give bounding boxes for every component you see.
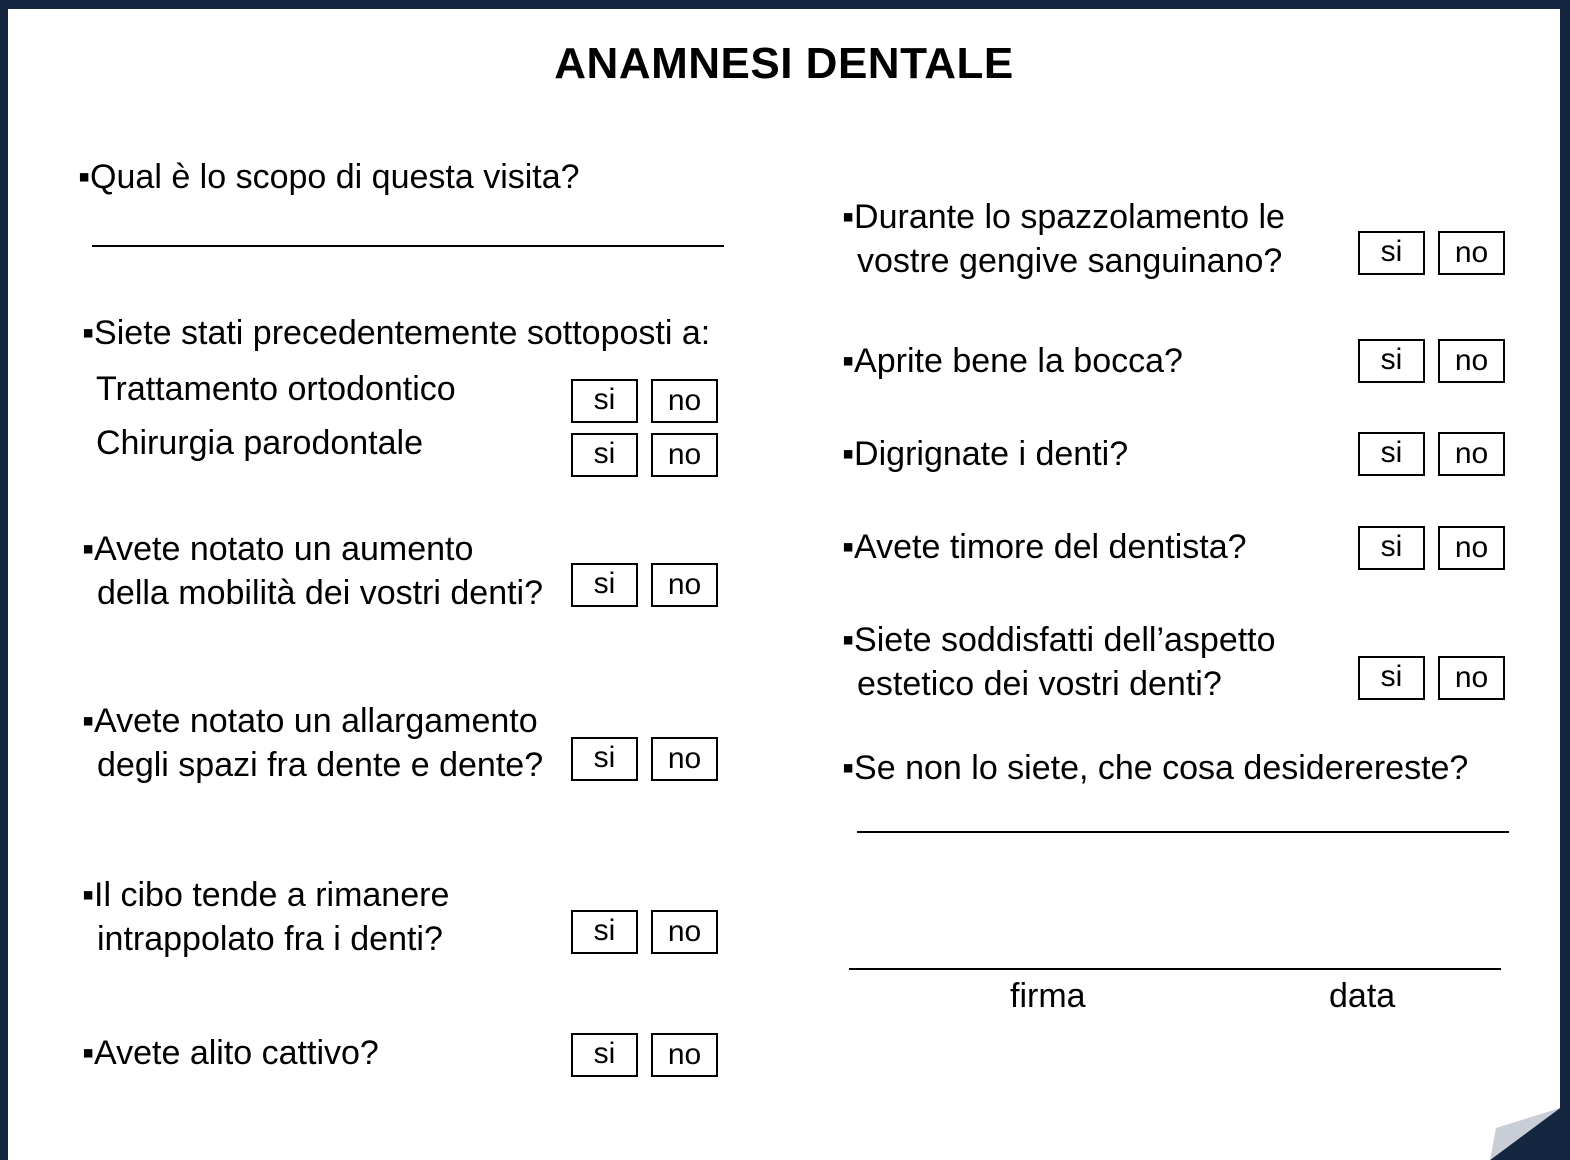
bleeding-question-line1: ▪Durante lo spazzolamento le — [842, 198, 1285, 236]
mobility-question-line2: della mobilità dei vostri denti? — [97, 574, 544, 612]
aesthetics-question — [842, 618, 1276, 706]
mouth-open-no-box[interactable]: no — [1438, 339, 1505, 383]
food-trapped-question-line2: intrappolato fra i denti? — [97, 920, 443, 958]
questionnaire-sheet — [8, 9, 1560, 1160]
food-trapped-no-box[interactable]: no — [651, 910, 718, 954]
bleeding-yes-box[interactable]: si — [1358, 231, 1425, 275]
wish-question: ▪Se non lo siete, che cosa desiderereste? — [842, 749, 1469, 787]
aesthetics-no-box[interactable]: no — [1438, 656, 1505, 700]
orthodontic-treatment-label: Trattamento ortodontico — [96, 370, 456, 408]
spacing-no-box[interactable]: no — [651, 737, 718, 781]
bleeding-question — [842, 195, 1285, 283]
mobility-yes-box[interactable]: si — [571, 563, 638, 607]
previous-treatments-question: ▪Siete stati precedentemente sottoposti a: — [82, 314, 711, 352]
bleeding-question-line2: vostre gengive sanguinano? — [857, 242, 1283, 280]
orthodontic-no-box[interactable]: no — [651, 379, 718, 423]
spacing-question-line2: degli spazi fra dente e dente? — [97, 746, 544, 784]
visit-purpose-question: ▪Qual è lo scopo di questa visita? — [78, 158, 580, 196]
fear-no-box[interactable]: no — [1438, 526, 1505, 570]
date-label: data — [1329, 977, 1396, 1015]
mouth-open-question: ▪Aprite bene la bocca? — [842, 342, 1183, 380]
spacing-yes-box[interactable]: si — [571, 737, 638, 781]
bad-breath-question: ▪Avete alito cattivo? — [82, 1034, 379, 1072]
periodontal-surgery-label: Chirurgia parodontale — [96, 424, 423, 462]
page-title: ANAMNESI DENTALE — [554, 39, 1014, 88]
signature-date-line[interactable] — [849, 968, 1501, 970]
fear-question: ▪Avete timore del dentista? — [842, 528, 1247, 566]
signature-label: firma — [1010, 977, 1086, 1015]
grinding-yes-box[interactable]: si — [1358, 432, 1425, 476]
fear-yes-box[interactable]: si — [1358, 526, 1425, 570]
mobility-no-box[interactable]: no — [651, 563, 718, 607]
bad-breath-yes-box[interactable]: si — [571, 1033, 638, 1077]
mobility-question — [82, 527, 543, 615]
mouth-open-yes-box[interactable]: si — [1358, 339, 1425, 383]
aesthetics-question-line2: estetico dei vostri denti? — [857, 665, 1222, 703]
grinding-question: ▪Digrignate i denti? — [842, 435, 1129, 473]
orthodontic-yes-box[interactable]: si — [571, 379, 638, 423]
mobility-question-line1: ▪Avete notato un aumento — [82, 530, 474, 568]
food-trapped-question — [82, 873, 449, 961]
bleeding-no-box[interactable]: no — [1438, 231, 1505, 275]
food-trapped-question-line1: ▪Il cibo tende a rimanere — [82, 876, 450, 914]
aesthetics-yes-box[interactable]: si — [1358, 656, 1425, 700]
page-curl-icon — [1490, 1108, 1560, 1160]
periodontal-no-box[interactable]: no — [651, 433, 718, 477]
grinding-no-box[interactable]: no — [1438, 432, 1505, 476]
wish-answer-line[interactable] — [857, 831, 1509, 833]
visit-purpose-answer-line[interactable] — [92, 245, 724, 247]
spacing-question — [82, 699, 543, 787]
food-trapped-yes-box[interactable]: si — [571, 910, 638, 954]
periodontal-yes-box[interactable]: si — [571, 433, 638, 477]
spacing-question-line1: ▪Avete notato un allargamento — [82, 702, 538, 740]
aesthetics-question-line1: ▪Siete soddisfatti dell’aspetto — [842, 621, 1276, 659]
bad-breath-no-box[interactable]: no — [651, 1033, 718, 1077]
